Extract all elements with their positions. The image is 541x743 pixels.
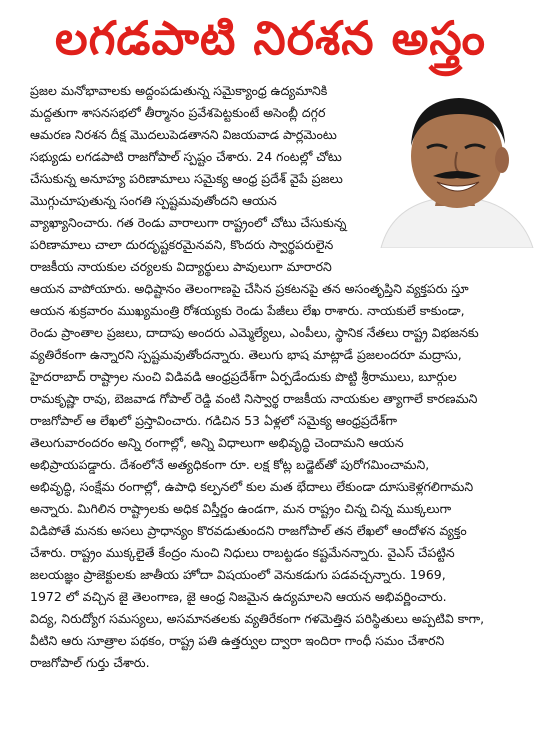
article-line: అభిప్రాయపడ్డారు. దేశంలోనే అత్యధికంగా రూ. లక్ష కోట్ల బడ్జెట్‌తో పురోగమించామని, [30,457,430,472]
article-line: వీటిని ఆరు సూత్రాల పథకం, రాష్ట్ర పతి ఉత్తర్వుల ద్వారా ఇందిరా గాంధీ సమం చేశారని [30,633,445,648]
article-line: అన్నారు. మిగిలిన రాష్ట్రాలకు అధిక విస్తీర్ణం ఉండగా, మన రాష్ట్రం చిన్న చిన్న ముక్కలుగా [30,501,452,516]
article-line: విద్య, నిరుద్యోగ సమస్యలు, అసమానతలకు వ్యతిరేకంగా గళమెత్తిన పరిస్థితులు అప్పటివి కాగా, [30,611,485,626]
article-line: విడిపోతే మనకు అసలు ప్రాధాన్యం కొరవడుతుందని రాజగోపాల్ తన లేఖలో ఆందోళన వ్యక్తం [30,523,467,538]
portrait-photo [371,82,539,248]
article-line: ఆయన వాపోయారు. అధిష్టానం తెలంగాణపై చేసిన ప్రకటనపై తన అసంతృప్తిని వ్యక్తపరు స్తూ [30,281,469,296]
article-line: రామకృష్ణా రావు, బెజవాడ గోపాల్ రెడ్డి వంటి నిస్వార్థ రాజకీయ నాయకుల త్యాగాలే కారణమని [30,391,478,406]
portrait-image [371,82,539,248]
article-line: చేసుకున్న అనూహ్య పరిణామాలు సమైక్య ఆంధ్ర ప్రదేశ్ వైపే ప్రజలు [30,171,343,186]
article-line: పరిణామాలు చాలా దురదృష్టకరమైనవని, కొందరు స్వార్థపరులైన [30,237,334,252]
article-line: చేశారు. రాష్ట్రం ముక్కలైతే కేంద్రం నుంచి నిధులు రాబట్టడం కష్టమేనన్నారు. వైఎస్ చేపట్టిన [30,545,455,560]
article-line: రాజకీయ నాయకుల చర్యలకు విద్యార్థులు పావులుగా మారారని [30,259,332,274]
article-line: హైదరాబాద్ రాష్ట్రాల నుంచి విడివడి ఆంధ్రప్రదేశ్‌గా ఏర్పడేందుకు పొట్టి శ్రీరాములు, బూర్గుల [30,369,457,384]
article-line: ఆమరణ నిరశన దీక్ష మొదలుపెడతానని విజయవాడ పార్లమెంటు [30,127,337,142]
article-line: ప్రజల మనోభావాలకు అద్దంపడుతున్న సమైక్యాంధ్ర ఉద్యమానికి [30,83,328,98]
article-line: 1972 లో వచ్చిన జై తెలంగాణ, జై ఆంధ్ర నిజమైన ఉద్యమాలని ఆయన అభివర్ణించారు. [30,589,447,604]
article-line: అభివృద్ధి, సంక్షేమ రంగాల్లో, ఉపాధి కల్పనలో కుల మత భేదాలు లేకుండా దూసుకెళ్లగలిగామని [30,479,474,494]
article-line: జలయజ్ఞం ప్రాజెక్టులకు జాతీయ హోదా విషయంలో వెనుకడుగు పడవచ్చన్నారు. 1969, [30,567,446,582]
article-line: తెలుగువారందరం అన్ని రంగాల్లో, అన్ని విధాలుగా అభివృద్ధి చెందామని ఆయన [30,435,404,450]
article-line: వ్యతిరేకంగా ఉన్నారని స్పష్టమవుతోందన్నారు. తెలుగు భాష మాట్లాడే ప్రజలందరూ మద్రాసు, [30,347,462,362]
article-line: మొగ్గుచూపుతున్న సంగతి స్పష్టమవుతోందని ఆయన [30,193,277,208]
article-line: రాజగోపాల్ ఆ లేఖలో ప్రస్తావించారు. గడిచిన 53 ఏళ్లలో సమైక్య ఆంధ్రప్రదేశ్‌గా [30,413,397,428]
article-line: ఆయన శుక్రవారం ముఖ్యమంత్రి రోశయ్యకు రెండు పేజీలు లేఖ రాశారు. నాయకులే కాకుండా, [30,303,465,318]
article-line: రెండు ప్రాంతాల ప్రజలు, దాదాపు అందరు ఎమ్మెల్యేలు, ఎంపీలు, స్థానిక నేతలు రాష్ట్ర విభజనకు [30,325,479,340]
article-line: వ్యాఖ్యానించారు. గత రెండు వారాలుగా రాష్ట్రంలో చోటు చేసుకున్న [30,215,347,230]
headline: లగడపాటి నిరశన అస్త్రం [54,11,486,65]
article-line: సభ్యుడు లగడపాటి రాజగోపాల్ స్పష్టం చేశారు. 24 గంటల్లో చోటు [30,149,342,164]
article-line: రాజగోపాల్ గుర్తు చేశారు. [30,655,150,670]
article-line: మద్దతుగా శాసనసభలో తీర్మానం ప్రవేశపెట్టకుంటే అసెంబ్లీ దగ్గర [30,105,326,120]
